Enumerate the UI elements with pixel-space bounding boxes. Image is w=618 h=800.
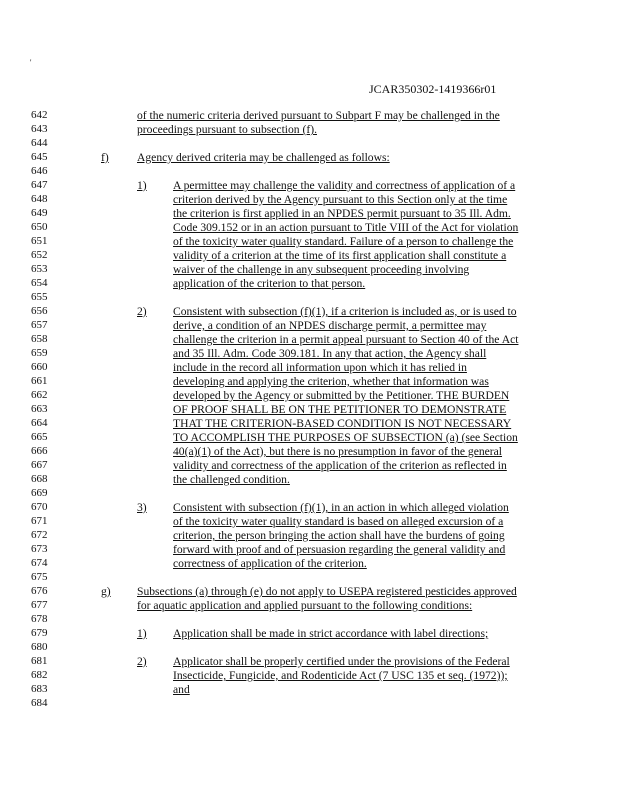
- item-label-g1: 1): [137, 627, 147, 640]
- body-line: developing and applying the criterion, whether that information was: [173, 375, 489, 388]
- body-line: criterion derived by the Agency pursuant to this Section only at the time: [173, 193, 508, 206]
- body-line: the challenged condition.: [173, 473, 290, 486]
- line-number: 674: [31, 557, 48, 569]
- body-line: derive, a condition of an NPDES discharge permit, a permittee may: [173, 319, 487, 332]
- line-number: 649: [31, 207, 48, 219]
- body-line: correctness of application of the criterion.: [173, 557, 367, 570]
- line-number: 668: [31, 473, 48, 485]
- body-line: TO ACCOMPLISH THE PURPOSES OF SUBSECTION (a) (see Section: [173, 431, 518, 444]
- body-line: Insecticide, Fungicide, and Rodenticide Act (7 USC 135 et seq. (1972));: [173, 669, 508, 682]
- line-number: 672: [31, 529, 48, 541]
- body-line: Consistent with subsection (f)(1), if a criterion is included as, or is used to: [173, 305, 517, 318]
- line-number: 670: [31, 501, 48, 513]
- subsection-label-f: f): [101, 151, 109, 164]
- line-number: 652: [31, 249, 48, 261]
- line-number: 658: [31, 333, 48, 345]
- item-label-f2: 2): [137, 305, 147, 318]
- line-number: 651: [31, 235, 48, 247]
- subsection-f-heading: Agency derived criteria may be challenged as follows:: [137, 151, 390, 164]
- document-id-header: JCAR350302-1419366r01: [369, 82, 497, 96]
- body-line: Subsections (a) through (e) do not apply to USEPA registered pesticides approved: [137, 585, 517, 598]
- line-number: 663: [31, 403, 48, 415]
- line-number: 657: [31, 319, 48, 331]
- line-number: 661: [31, 375, 48, 387]
- line-number: 680: [31, 641, 48, 653]
- body-line: 40(a)(1) of the Act), but there is no presumption in favor of the general: [173, 445, 503, 458]
- body-line: and: [173, 683, 190, 696]
- line-number: 647: [31, 179, 48, 191]
- line-number: 644: [31, 137, 48, 149]
- line-number: 665: [31, 431, 48, 443]
- line-number: 645: [31, 151, 48, 163]
- subsection-label-g: g): [101, 585, 111, 598]
- line-number: 653: [31, 263, 48, 275]
- line-number: 683: [31, 683, 48, 695]
- body-line: proceedings pursuant to subsection (f).: [137, 123, 317, 136]
- body-line: of the toxicity water quality standard. Failure of a person to challenge the: [173, 235, 514, 248]
- body-line: of the toxicity water quality standard is based on alleged excursion of a: [173, 515, 504, 528]
- line-number: 642: [31, 109, 48, 121]
- body-line: OF PROOF SHALL BE ON THE PETITIONER TO DEMONSTRATE: [173, 403, 507, 416]
- body-line: waiver of the challenge in any subsequent proceeding involving: [173, 263, 470, 276]
- line-number: 675: [31, 571, 48, 583]
- item-label-f3: 3): [137, 501, 147, 514]
- line-number: 681: [31, 655, 48, 667]
- line-number: 679: [31, 627, 48, 639]
- line-number: 676: [31, 585, 48, 597]
- line-number: 648: [31, 193, 48, 205]
- body-line: THAT THE CRITERION-BASED CONDITION IS NOT NECESSARY: [173, 417, 512, 430]
- body-line: and 35 Ill. Adm. Code 309.181. In any that action, the Agency shall: [173, 347, 487, 360]
- body-line: of the numeric criteria derived pursuant to Subpart F may be challenged in the: [137, 109, 500, 122]
- page-mark: ': [30, 58, 32, 67]
- line-number: 664: [31, 417, 48, 429]
- line-number: 671: [31, 515, 48, 527]
- line-number: 673: [31, 543, 48, 555]
- line-number: 666: [31, 445, 48, 457]
- body-line: validity of a criterion at the time of its first application shall constitute a: [173, 249, 507, 262]
- line-number: 660: [31, 361, 48, 373]
- line-number: 667: [31, 459, 48, 471]
- item-label-f1: 1): [137, 179, 147, 192]
- body-line: Consistent with subsection (f)(1), in an action in which alleged violation: [173, 501, 509, 514]
- line-number: 662: [31, 389, 48, 401]
- body-line: the criterion is first applied in an NPDES permit pursuant to 35 Ill. Adm.: [173, 207, 511, 220]
- body-line: developed by the Agency or submitted by the Petitioner. THE BURDEN: [173, 389, 510, 402]
- body-line: criterion, the person bringing the action shall have the burdens of going: [173, 529, 505, 542]
- body-line: challenge the criterion in a permit appeal pursuant to Section 40 of the Act: [173, 333, 519, 346]
- item-label-g2: 2): [137, 655, 147, 668]
- body-line: A permittee may challenge the validity and correctness of application of a: [173, 179, 516, 192]
- body-line: validity and correctness of the application of the criterion as reflected in: [173, 459, 507, 472]
- line-number: 682: [31, 669, 48, 681]
- line-number: 669: [31, 487, 48, 499]
- body-line: Code 309.152 or in an action pursuant to Title VIII of the Act for violation: [173, 221, 519, 234]
- line-number: 654: [31, 277, 48, 289]
- body-line: forward with proof and of persuasion regarding the general validity and: [173, 543, 506, 556]
- line-number: 684: [31, 697, 48, 709]
- line-number: 650: [31, 221, 48, 233]
- line-number: 656: [31, 305, 48, 317]
- body-line: include in the record all information upon which it has relied in: [173, 361, 467, 374]
- body-line: Applicator shall be properly certified under the provisions of the Federal: [173, 655, 510, 668]
- line-number: 643: [31, 123, 48, 135]
- body-line: Application shall be made in strict accordance with label directions;: [173, 627, 489, 640]
- body-line: for aquatic application and applied pursuant to the following conditions:: [137, 599, 473, 612]
- body-line: application of the criterion to that person.: [173, 277, 366, 290]
- line-number: 678: [31, 613, 48, 625]
- line-number: 677: [31, 599, 48, 611]
- line-number: 655: [31, 291, 48, 303]
- line-number: 646: [31, 165, 48, 177]
- line-number: 659: [31, 347, 48, 359]
